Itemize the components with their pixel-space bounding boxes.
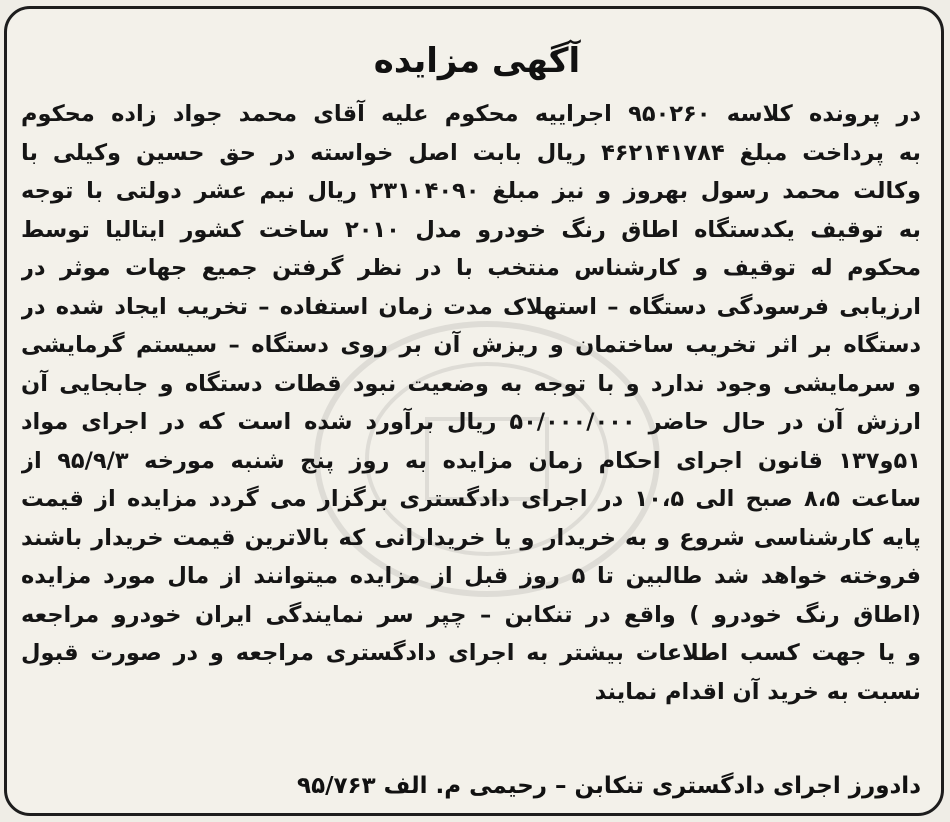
notice-line: دستگاه بر اثر تخریب ساختمان و ریزش آن بر روی دستگاه – سیستم گرمایشی [21,332,921,358]
notice-title: آگهی مزایده [373,41,581,81]
notice-line: به توقیف یکدستگاه اطاق رنگ خودرو مدل ۲۰۱۰ ساخت کشور ایتالیا توسط [21,216,921,243]
notice-line: ساعت ۸،۵ صبح الی ۱۰،۵ در اجرای دادگستری برگزار می گردد مزایده از قیمت [21,486,921,512]
notice-line: ۵۱و۱۳۷ قانون اجرای احکام زمان مزایده به روز پنج شنبه مورخه ۹۵/۹/۳ از [21,447,921,474]
notice-signature: دادورز اجرای دادگستری تنکابن – رحیمی م. الف ۹۵/۷۶۳ [297,773,921,799]
notice-line: (اطاق رنگ خودرو ) واقع در تنکابن – چپر سر نمایندگی ایران خودرو مراجعه [21,601,921,628]
notice-body [21,95,921,711]
notice-line: فروخته خواهد شد طالبین تا ۵ روز قبل از مزایده میتوانند از مال مورد مزایده [21,563,921,589]
notice-line: و سرمایشی وجود ندارد و با توجه به وضعیت نبود قطات دستگاه و جابجایی آن [21,370,921,397]
notice-line: در پرونده کلاسه ۹۵۰۲۶۰ اجراییه محکوم علیه آقای محمد جواد زاده محکوم [21,101,921,127]
notice-line: نسبت به خرید آن اقدام نمایند [594,678,921,705]
notice-line: و یا جهت کسب اطلاعات بیشتر به اجرای دادگستری مراجعه و در صورت قبول [21,640,921,666]
notice-line: ارزش آن در حال حاضر ۵۰/۰۰۰/۰۰۰ ریال برآورد شده است که در اجرای مواد [21,409,921,435]
notice-line: وکالت محمد رسول بهروز و نیز مبلغ ۲۳۱۰۴۰۹۰ ریال نیم عشر دولتی با توجه [21,178,921,204]
notice-line: به پرداخت مبلغ ۴۶۲۱۴۱۷۸۴ ریال بابت اصل خواسته در حق حسین وکیلی با [21,139,921,166]
notice-line: پایه کارشناسی شروع و به خریدار و یا خریدارانی که بالاترین قیمت خریدار باشند [21,524,921,551]
notice-line: محکوم له توقیف و کارشناس منتخب با در نظر گرفتن جمیع جهات موثر در [21,255,921,281]
notice-frame [4,6,944,816]
notice-line: ارزیابی فرسودگی دستگاه – استهلاک مدت زمان استفاده – تخریب ایجاد شده در [21,293,921,320]
